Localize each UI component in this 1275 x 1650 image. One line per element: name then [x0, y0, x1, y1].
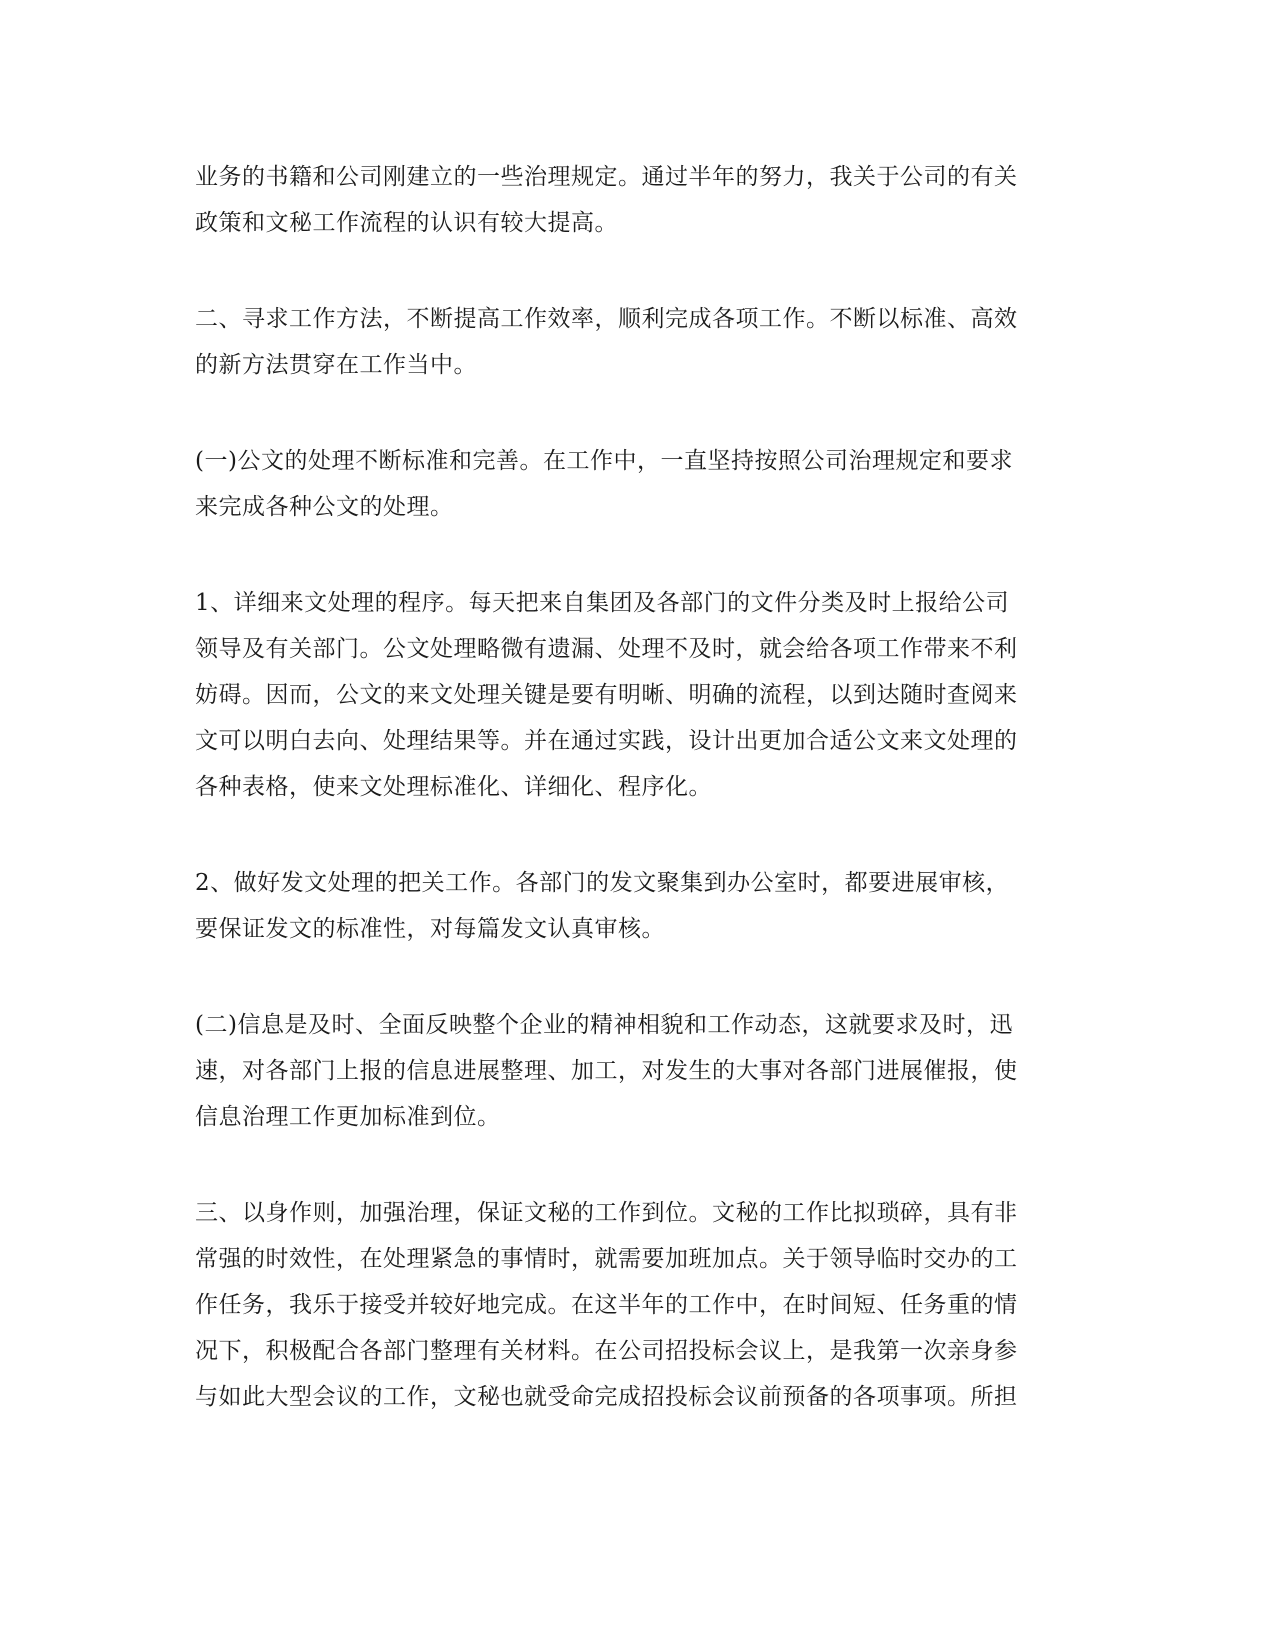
text-line: 信息治理工作更加标准到位。	[195, 1104, 501, 1130]
text-line: 速，对各部门上报的信息进展整理、加工，对发生的大事对各部门进展催报，使	[195, 1058, 1018, 1084]
text-line: 2、做好发文处理的把关工作。各部门的发文聚集到办公室时，都要进展审核，	[195, 870, 1010, 896]
text-line: 二、寻求工作方法，不断提高工作效率，顺利完成各项工作。不断以标准、高效	[195, 306, 1018, 332]
text-line: 三、以身作则，加强治理，保证文秘的工作到位。文秘的工作比拟琐碎，具有非	[195, 1200, 1018, 1226]
text-line: (二)信息是及时、全面反映整个企业的精神相貌和工作动态，这就要求及时，迅	[195, 1012, 1013, 1038]
paragraph	[195, 1002, 1075, 1140]
text-line: 要保证发文的标准性，对每篇发文认真审核。	[195, 916, 665, 942]
paragraph	[195, 1190, 1075, 1420]
text-line: 政策和文秘工作流程的认识有较大提高。	[195, 210, 618, 236]
paragraph	[195, 438, 1075, 530]
text-line: 1、详细来文处理的程序。每天把来自集团及各部门的文件分类及时上报给公司	[195, 590, 1010, 616]
text-line: 妨碍。因而，公文的来文处理关键是要有明晰、明确的流程，以到达随时查阅来	[195, 682, 1018, 708]
text-line: 业务的书籍和公司刚建立的一些治理规定。通过半年的努力，我关于公司的有关	[195, 164, 1018, 190]
text-line: 来完成各种公文的处理。	[195, 494, 454, 520]
text-line: 领导及有关部门。公文处理略微有遗漏、处理不及时，就会给各项工作带来不利	[195, 636, 1018, 662]
paragraph	[195, 860, 1075, 952]
text-line: 文可以明白去向、处理结果等。并在通过实践，设计出更加合适公文来文处理的	[195, 728, 1018, 754]
paragraph	[195, 296, 1075, 388]
text-line: 各种表格，使来文处理标准化、详细化、程序化。	[195, 774, 712, 800]
text-line: 常强的时效性，在处理紧急的事情时，就需要加班加点。关于领导临时交办的工	[195, 1246, 1018, 1272]
text-line: (一)公文的处理不断标准和完善。在工作中，一直坚持按照公司治理规定和要求	[195, 448, 1013, 474]
text-line: 与如此大型会议的工作，文秘也就受命完成招投标会议前预备的各项事项。所担	[195, 1384, 1018, 1410]
paragraph	[195, 154, 1075, 246]
text-line: 的新方法贯穿在工作当中。	[195, 352, 477, 378]
text-line: 况下，积极配合各部门整理有关材料。在公司招投标会议上，是我第一次亲身参	[195, 1338, 1018, 1364]
document-body	[195, 154, 1075, 1420]
text-line: 作任务，我乐于接受并较好地完成。在这半年的工作中，在时间短、任务重的情	[195, 1292, 1018, 1318]
paragraph	[195, 580, 1075, 810]
